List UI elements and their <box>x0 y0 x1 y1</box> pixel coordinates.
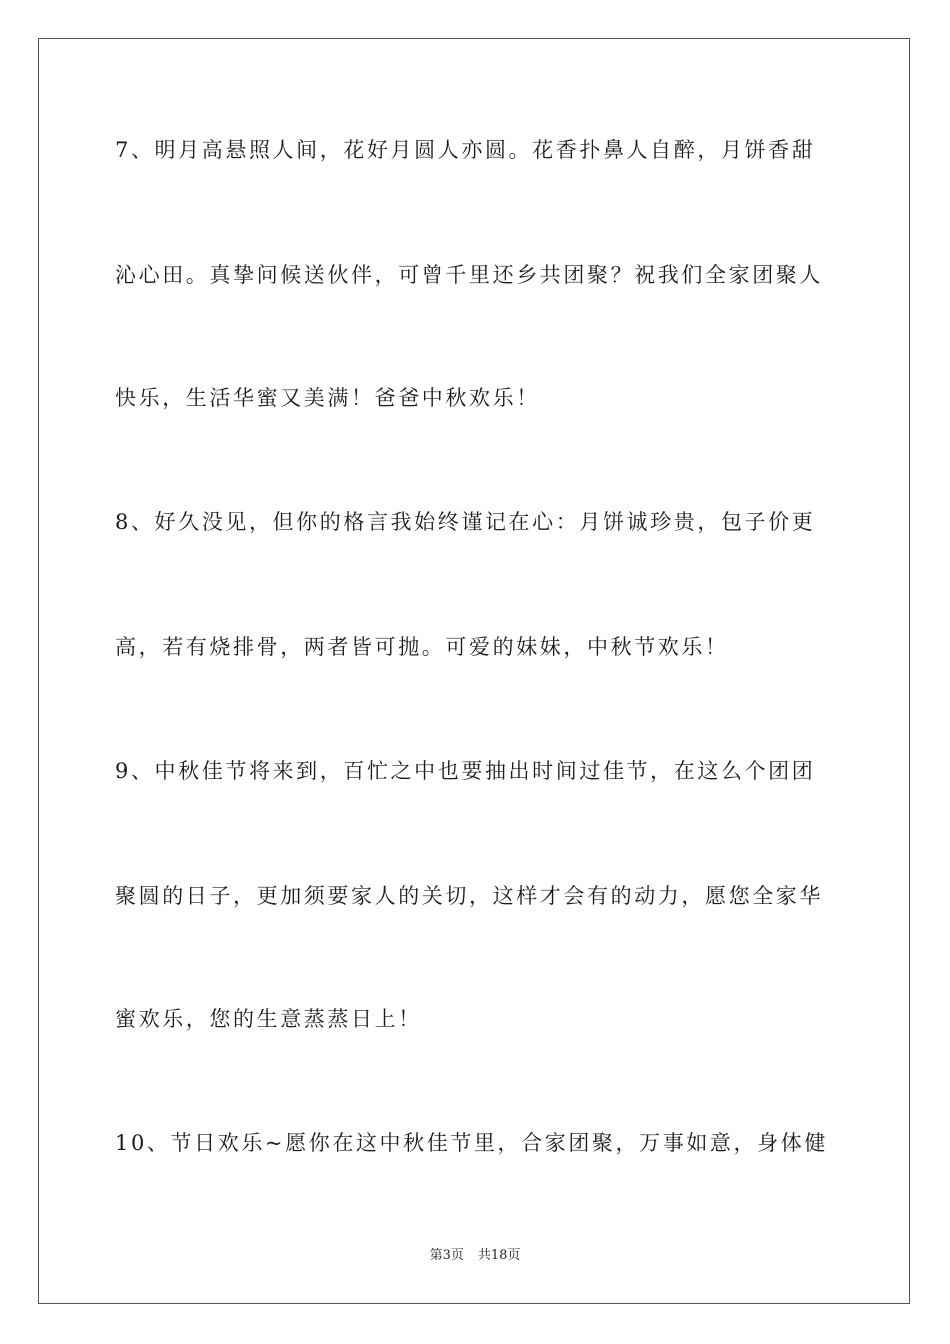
text-line: 沁心田。真挚问候送伙伴，可曾千里还乡共团聚？祝我们全家团聚人 <box>115 263 823 287</box>
text-line: 快乐，生活华蜜又美满！爸爸中秋欢乐！ <box>115 386 540 410</box>
text-line: 7、明月高悬照人间，花好月圆人亦圆。花香扑鼻人自醉，月饼香甜 <box>115 138 816 162</box>
text-line: 8、好久没见，但你的格言我始终谨记在心：月饼诚珍贵，包子价更 <box>115 510 816 534</box>
text-line: 高，若有烧排骨，两者皆可抛。可爱的妹妹，中秋节欢乐！ <box>115 635 729 659</box>
text-line: 10、节日欢乐~愿你在这中秋佳节里，合家团聚，万事如意，身体健 <box>115 1131 828 1155</box>
page-border <box>38 38 910 1304</box>
text-line: 9、中秋佳节将来到，百忙之中也要抽出时间过佳节，在这么个团团 <box>115 759 816 783</box>
page-footer <box>0 1247 950 1265</box>
total-pages: 共18页 <box>477 1248 521 1263</box>
text-line: 聚圆的日子，更加须要家人的关切，这样才会有的动力，愿您全家华 <box>115 884 823 908</box>
page-number: 第3页 <box>429 1248 464 1263</box>
text-line: 蜜欢乐，您的生意蒸蒸日上！ <box>115 1007 422 1031</box>
